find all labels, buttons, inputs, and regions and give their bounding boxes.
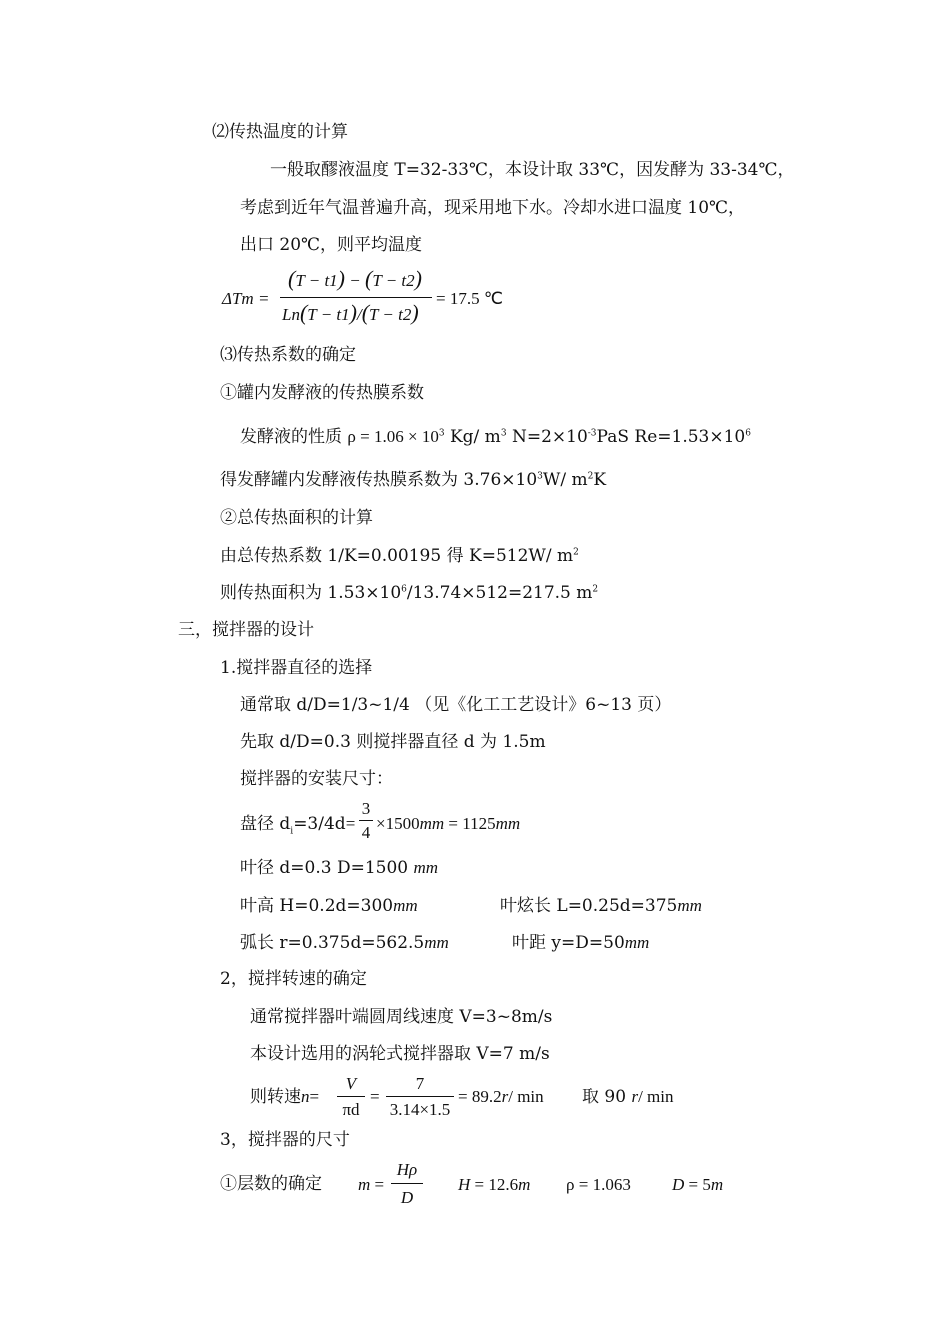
heat-area-line: 则传热面积为 $1.53\times 10^6/13.74\times 512=217.5$ $m^2$	[220, 583, 599, 603]
sub-item-total-area: ②总传热面积的计算	[220, 508, 373, 528]
fraction-bar	[386, 1096, 454, 1097]
section-heat-temperature-title: ⑵传热温度的计算	[212, 122, 348, 142]
formula-denominator: Ln(T − t1)/(T − t2)	[282, 300, 419, 325]
blade-height-line: 叶高 H=0.2d=300mm	[240, 896, 418, 916]
total-coefficient-line: 由总传热系数 1/K=0.00195 得 K=512W/ $m^2$	[220, 546, 579, 566]
fraction-bar	[359, 820, 373, 821]
fraction-denominator: D	[400, 1188, 414, 1207]
diameter-line-2: 先取 d/D=0.3 则搅拌器直径 d 为 1.5m	[240, 732, 546, 752]
formula-lhs: ΔTm =	[222, 289, 270, 308]
blade-diameter-line: 叶径 d=0.3 D=1500 mm	[240, 858, 439, 878]
fraction-numerator: 3	[361, 799, 371, 818]
fraction-denominator: πd	[342, 1100, 360, 1119]
diameter-line-1: 通常取 d/D=1/3~1/4 （见《化工工艺设计》6~13 页）	[240, 695, 672, 715]
paragraph-line-2: 考虑到近年气温普遍升高，现采用地下水。冷却水进口温度 10℃，	[240, 198, 746, 218]
fraction-numerator: 7	[415, 1074, 425, 1093]
chapter-agitator-design-title: 三，搅拌器的设计	[178, 620, 314, 640]
paragraph-line-1: 一般取醪液温度 T=32-33℃，本设计取 33℃，因发酵为 33-34℃，	[270, 160, 795, 180]
fraction-bar	[391, 1183, 423, 1184]
section-speed-title: 2，搅拌转速的确定	[220, 969, 367, 989]
fraction-bar	[280, 297, 432, 298]
section-heat-coefficient-title: ⑶传热系数的确定	[220, 345, 356, 365]
section-size-title: 3，搅拌器的尺寸	[220, 1130, 350, 1150]
fraction-numerator: V	[345, 1074, 357, 1093]
blade-chord-line: 叶炫长 L=0.25d=375mm	[500, 896, 702, 916]
formula-result: = 17.5 ℃	[436, 289, 503, 308]
speed-line-1: 通常搅拌器叶端圆周线速度 V=3~8m/s	[250, 1007, 553, 1027]
speed-line-2: 本设计选用的涡轮式搅拌器取 V=7 m/s	[250, 1044, 550, 1064]
arc-length-line: 弧长 r=0.375d=562.5mm	[240, 933, 449, 953]
paragraph-line-3: 出口 20℃，则平均温度	[240, 235, 423, 255]
fluid-properties-line: 发酵液的性质 $\rho = 1.06 \times 10^3$ Kg/ $m^3$ $N=2\times 10^{-3}PaS$ $Re=1.53\times 10^6$	[240, 427, 751, 447]
install-size-label: 搅拌器的安装尺寸：	[240, 769, 393, 789]
film-coefficient-result: 得发酵罐内发酵液传热膜系数为 $3.76\times 10^3W/$ $m^2K$	[220, 470, 607, 490]
fraction-numerator: Hρ	[396, 1160, 418, 1179]
fraction-denominator: 3.14×1.5	[389, 1100, 451, 1119]
formula-numerator: (T − t1) − (T − t2)	[288, 266, 422, 291]
sub-item-film-coefficient: ①罐内发酵液的传热膜系数	[220, 383, 424, 403]
fraction-bar	[337, 1096, 365, 1097]
section-diameter-title: 1.搅拌器直径的选择	[220, 658, 373, 678]
blade-spacing-line: 叶距 y=D=50mm	[512, 933, 650, 953]
fraction-denominator: 4	[361, 823, 371, 842]
